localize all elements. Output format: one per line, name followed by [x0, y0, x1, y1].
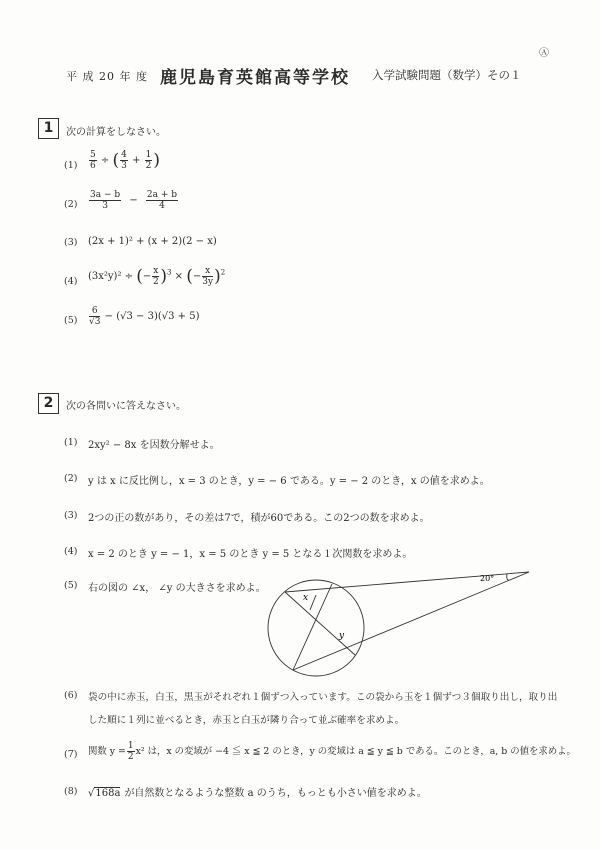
q2-item-7-text: 関数 y = $\frac{1}{2}$ x² は，x の変域が −4 ≦ x ≦ 2 のとき，y の変域は a ≦ y ≦ b である。このとき，a, b の値を求めよ。	[88, 741, 576, 762]
q1-item-1-number: (1)	[64, 160, 78, 171]
q2-item-5-number: (5)	[64, 580, 78, 591]
q2-item-2-number: (2)	[64, 473, 78, 484]
question-1-number: 1	[38, 118, 59, 139]
school-name: 鹿児島育英館高等学校	[160, 68, 350, 88]
figure-chord-1	[285, 592, 355, 655]
question-2-number: 2	[38, 393, 59, 414]
q2-item-6-text: 袋の中に赤玉，白玉，黒玉がそれぞれ１個ずつ入っています。この袋から玉を１個ずつ３個取り出し，取り出	[88, 692, 558, 703]
exam-title: 入学試験問題（数学）その１	[372, 68, 522, 82]
q2-item-6-text-continued: した順に１列に並べるとき，赤玉と白玉が隣り合って並ぶ確率を求めよ。	[88, 715, 405, 726]
figure-x-label: x	[303, 593, 309, 603]
q2-item-3-number: (3)	[64, 510, 78, 521]
q1-item-5-expression: $\frac{6}{√3}$ − (√3 − 3)(√3 + 5)	[89, 306, 200, 327]
q2-item-1-text: 2xy² − 8x を因数分解せよ。	[88, 440, 220, 451]
exam-year: 平 成 20 年 度	[66, 70, 148, 83]
q1-item-1-expression: $\frac{5}{6}$ ÷ ( $\frac{4}{3}$ + $\frac{1}{2}$ )	[90, 150, 161, 171]
q1-item-4-expression: (3x²y)² ÷ (− $\frac{x}{2}$ )$^3$ × (− $\frac{x}{3y}$ )$^2$	[88, 266, 226, 287]
figure-circle	[268, 580, 364, 676]
circle-a-mark: Ⓐ	[539, 48, 549, 59]
q1-item-4-number: (4)	[64, 276, 78, 287]
q2-item-3-text: 2つの正の数があり，その差は7で，積が60である。この2つの数を求めよ。	[88, 513, 430, 524]
question-2-instruction: 次の各問いに答えなさい。	[66, 401, 186, 412]
q1-item-2-number: (2)	[64, 199, 78, 210]
q2-item-8-text: √168a が自然数となるような整数 a のうち，もっとも小さい値を求めよ。	[88, 788, 427, 799]
q1-item-3-expression: (2x + 1)² + (x + 2)(2 − x)	[88, 236, 217, 247]
figure-angle-arc-20	[507, 574, 509, 581]
figure-chord-2	[293, 584, 332, 670]
figure-y-label: y	[339, 631, 345, 641]
q2-item-4-text: x = 2 のとき y = − 1，x = 5 のとき y = 5 となる１次関数を求めよ。	[88, 549, 413, 560]
question-1-instruction: 次の計算をしなさい。	[66, 127, 166, 138]
q2-item-1-number: (1)	[64, 437, 78, 448]
figure-angle-20-label: 20°	[480, 574, 495, 583]
q1-item-3-number: (3)	[64, 237, 78, 248]
figure-secant-top	[285, 572, 529, 592]
q1-item-2-expression: $\frac{3a - b}{3}$ − $\frac{2a + b}{4}$	[90, 190, 178, 211]
q2-item-4-number: (4)	[64, 546, 78, 557]
q2-item-7-number: (7)	[64, 749, 78, 760]
q2-item-6-number: (6)	[64, 690, 78, 701]
q2-item-5-text: 右の図の ∠x， ∠y の大きさを求めよ。	[88, 583, 266, 594]
q1-item-5-number: (5)	[64, 315, 78, 326]
figure-chord-3	[310, 595, 316, 610]
q2-item-8-number: (8)	[64, 786, 78, 797]
q2-item-2-text: y は x に反比例し，x = 3 のとき，y = − 6 である。y = − 2 のとき，x の値を求めよ。	[88, 476, 490, 487]
figure-secant-bottom	[293, 572, 529, 670]
